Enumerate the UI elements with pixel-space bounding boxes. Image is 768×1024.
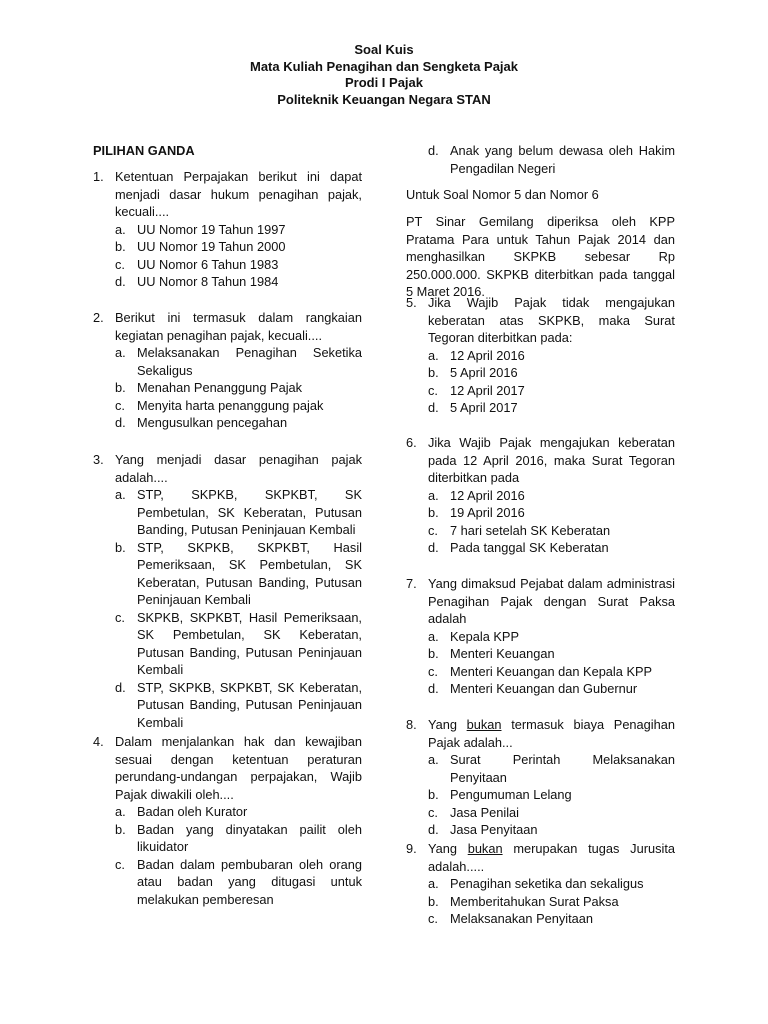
option-letter: a. [428,752,439,767]
option-a [406,628,675,646]
case-description: PT Sinar Gemilang diperiksa oleh KPP Pratama Para untuk Tahun Pajak 2014 dan menghasilkan SKPKB sebesar Rp 250.000.000. SKPKB diterbitkan pada tanggal 5 Maret 2016. [406,214,675,299]
option-a [406,875,675,893]
option-text: Melaksanakan Penagihan Seketika Sekaligus [137,345,362,378]
option-c [93,856,362,909]
option-b [406,893,675,911]
header-institution: Politeknik Keuangan Negara STAN [277,91,491,107]
question-number: 7. [406,576,417,591]
option-letter: a. [115,221,126,237]
option-letter: b. [428,893,439,909]
question-5 [406,294,675,417]
option-text: Penagihan seketika dan sekaligus [450,876,644,891]
option-d [406,399,675,417]
question-8 [406,716,675,839]
question-text: Yang dimaksud Pejabat dalam administrasi Penagihan Pajak dengan Surat Paksa adalah [428,576,675,626]
option-list [406,487,675,557]
question-number: 9. [406,841,417,856]
option-text: Jasa Penyitaan [450,822,538,837]
option-letter: a. [115,345,126,360]
question-1 [93,168,362,291]
option-b [406,364,675,382]
document-header [0,42,768,108]
option-letter: b. [115,380,126,395]
question-number: 5. [406,295,417,310]
option-letter: b. [428,365,439,380]
option-list [93,486,362,731]
question-text-end: merupakan tugas Jurusita adalah..... [428,841,675,874]
option-text: UU Nomor 8 Tahun 1984 [137,274,279,289]
option-text: UU Nomor 19 Tahun 1997 [137,221,286,237]
question-text-start: Yang [428,717,467,732]
question-text: Ketentuan Perpajakan berikut ini dapat menjadi dasar hukum penagihan pajak, kecuali.... [115,169,362,219]
option-text: STP, SKPKB, SKPKBT, SK Keberatan, Putusan Banding, Putusan Peninjauan Kembali [137,679,362,730]
question-9 [406,840,675,928]
option-text: Pengumuman Lelang [450,787,572,802]
question-number: 3. [93,452,104,467]
option-c [406,663,675,681]
option-a [93,344,362,379]
question-text [428,716,675,751]
option-b [93,379,362,397]
option-c [406,522,675,540]
option-text: UU Nomor 6 Tahun 1983 [137,256,279,272]
option-text: Anak yang belum dewasa oleh Hakim Pengadilan Negeri [450,143,675,176]
option-a [93,803,362,821]
option-b [406,645,675,663]
option-letter: d. [428,400,439,415]
option-letter: c. [428,522,438,538]
option-text: 12 April 2017 [450,382,525,398]
option-text: Melaksanakan Penyitaan [450,911,593,926]
option-d [93,679,362,732]
option-letter: a. [115,804,126,819]
option-text: UU Nomor 19 Tahun 2000 [137,239,286,254]
option-text: Menyita harta penanggung pajak [137,397,324,413]
option-text: Menteri Keuangan dan Kepala KPP [450,663,653,679]
underlined-keyword: bukan [466,717,502,732]
option-c [406,910,675,928]
option-list [406,751,675,839]
option-text: Jasa Penilai [450,804,520,820]
option-c [406,804,675,822]
option-letter: c. [428,804,438,820]
option-list [93,221,362,291]
question-text: Dalam menjalankan hak dan kewajiban sesuai dengan ketentuan peraturan perundang-undangan perpajakan, Wajib Pajak diwakili oleh.... [115,734,362,802]
option-letter: b. [115,821,126,837]
question-text: Jika Wajib Pajak mengajukan keberatan pada 12 April 2016, maka Surat Tegoran diterbitkan pada [428,435,675,485]
option-letter: b. [428,787,439,802]
option-list [406,142,675,177]
option-list [93,803,362,908]
option-list [406,628,675,698]
option-letter: c. [428,663,438,679]
option-text: Badan dalam pembubaran oleh orang atau badan yang ditugasi untuk melakukan pemberesan [137,856,362,907]
option-b [93,821,362,856]
option-list [406,347,675,417]
option-d [406,821,675,839]
option-d [93,414,362,432]
option-letter: d. [428,143,439,158]
option-list [93,344,362,432]
option-letter: d. [115,679,126,695]
header-course: Mata Kuliah Penagihan dan Sengketa Pajak [249,58,519,74]
option-list [406,875,675,928]
option-d [406,680,675,698]
question-number: 1. [93,169,104,184]
option-d [406,142,675,177]
header-program: Prodi I Pajak [344,75,424,90]
option-text: Kepala KPP [450,628,520,644]
option-c [93,397,362,415]
option-letter: d. [115,415,126,430]
section-heading: PILIHAN GANDA [93,143,195,158]
question-text-start: Yang [428,841,468,856]
option-letter: b. [428,646,439,661]
option-text: Menahan Penanggung Pajak [137,380,303,395]
option-text: Memberitahukan Surat Paksa [450,893,619,909]
option-a [406,487,675,505]
header-title: Soal Kuis [354,42,414,57]
option-letter: a. [428,628,439,644]
option-text: Badan yang dinyatakan pailit oleh likuidator [137,821,362,854]
option-a [406,347,675,365]
option-letter: a. [115,487,126,502]
option-b [93,238,362,256]
option-letter: a. [428,347,439,363]
option-text: Mengusulkan pencegahan [137,415,288,430]
option-letter: b. [115,539,126,555]
question-2 [93,309,362,432]
option-d [406,539,675,557]
option-letter: c. [428,382,438,398]
option-letter: c. [115,397,125,413]
option-letter: d. [428,822,439,837]
question-text-end: termasuk biaya Penagihan Pajak adalah... [428,717,675,750]
question-7 [406,575,675,698]
option-text: STP, SKPKB, SKPKBT, Hasil Pemeriksaan, SK Pembetulan, SK Keberatan, Putusan Banding, Putusan Peninjauan Kembali [137,539,362,607]
underlined-keyword: bukan [467,841,503,856]
option-letter: c. [115,609,125,625]
question-number: 4. [93,734,104,749]
option-a [93,221,362,239]
option-b [93,539,362,609]
option-text: 12 April 2016 [450,487,525,503]
question-3 [93,451,362,731]
option-b [406,786,675,804]
option-letter: d. [428,540,439,555]
option-text: Menteri Keuangan dan Gubernur [450,681,638,696]
question-number: 6. [406,435,417,450]
question-text [428,840,675,875]
option-text: 5 April 2016 [450,365,518,380]
option-text: Badan oleh Kurator [137,804,248,819]
case-intro: Untuk Soal Nomor 5 dan Nomor 6 [406,187,599,202]
question-text: Jika Wajib Pajak tidak mengajukan keberatan atas SKPKB, maka Surat Tegoran diterbitkan pada: [428,295,675,345]
option-b [406,504,675,522]
option-a [93,486,362,539]
question-4-continued [406,142,675,177]
option-text: SKPKB, SKPKBT, Hasil Pemeriksaan, SK Pembetulan, SK Keberatan, Putusan Banding, Putusan Peninjauan Kembali [137,609,362,677]
option-text: 19 April 2016 [450,505,525,520]
option-c [406,382,675,400]
option-letter: c. [115,856,125,872]
option-text: Surat Perintah Melaksanakan Penyitaan [450,752,675,785]
option-text: 7 hari setelah SK Keberatan [450,522,611,538]
option-text: Pada tanggal SK Keberatan [450,540,609,555]
option-letter: b. [428,505,439,520]
option-letter: d. [428,681,439,696]
question-4 [93,733,362,908]
option-text: STP, SKPKB, SKPKBT, SK Pembetulan, SK Keberatan, Putusan Banding, Putusan Peninjauan Kembali [137,487,362,537]
option-c [93,256,362,274]
option-letter: b. [115,239,126,254]
option-c [93,609,362,679]
question-number: 2. [93,310,104,325]
option-text: 12 April 2016 [450,347,525,363]
option-letter: a. [428,876,439,891]
option-letter: d. [115,274,126,289]
option-d [93,273,362,291]
option-text: Menteri Keuangan [450,646,555,661]
question-text: Yang menjadi dasar penagihan pajak adalah.... [115,452,362,485]
option-a [406,751,675,786]
question-6 [406,434,675,557]
option-letter: a. [428,487,439,503]
option-letter: c. [115,256,125,272]
question-number: 8. [406,717,417,732]
option-letter: c. [428,911,438,926]
option-text: 5 April 2017 [450,400,518,415]
question-text: Berikut ini termasuk dalam rangkaian kegiatan penagihan pajak, kecuali.... [115,310,362,343]
